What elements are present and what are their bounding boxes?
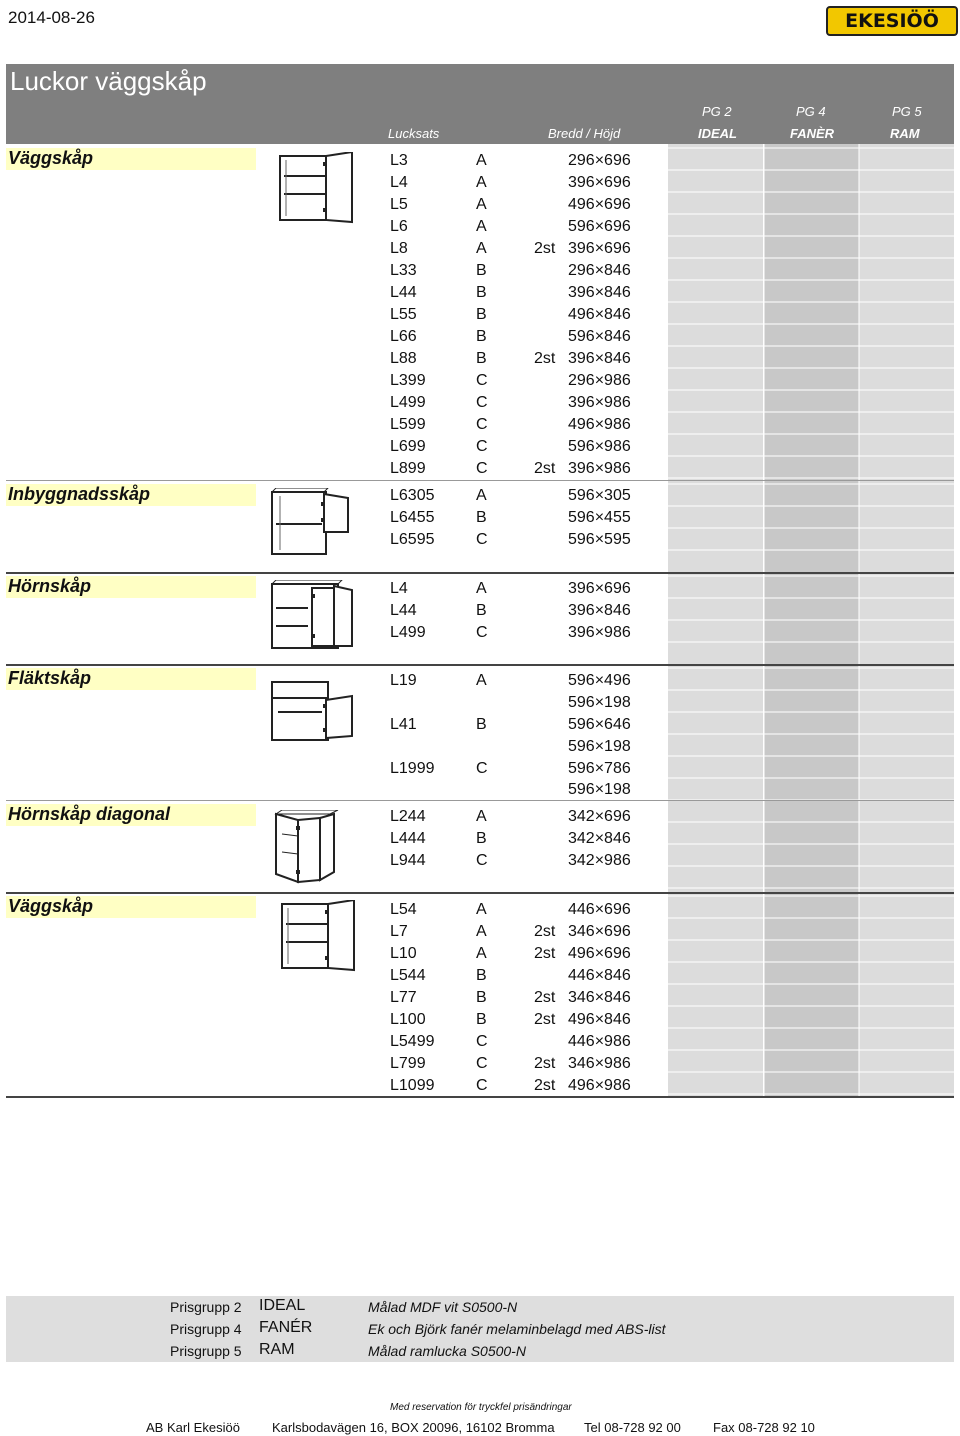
category-flaktskap bbox=[6, 668, 256, 690]
door-size-class: A bbox=[476, 901, 487, 918]
footer-fax: Fax 08-728 92 10 bbox=[713, 1420, 815, 1435]
door-dimensions: 396×986 bbox=[568, 460, 631, 477]
door-size-class: B bbox=[476, 716, 487, 733]
door-size-class: A bbox=[476, 487, 487, 504]
table-row bbox=[260, 370, 668, 392]
door-quantity: 2st bbox=[534, 350, 556, 367]
header-faner: FANÈR bbox=[790, 126, 835, 141]
section-divider bbox=[6, 664, 954, 666]
door-dimensions: 596×986 bbox=[568, 438, 631, 455]
door-code: L3 bbox=[390, 152, 408, 169]
table-row bbox=[260, 600, 668, 622]
door-dimensions: 346×696 bbox=[568, 923, 631, 940]
door-code: L244 bbox=[390, 808, 426, 825]
door-dimensions: 396×696 bbox=[568, 174, 631, 191]
door-dimensions: 396×846 bbox=[568, 602, 631, 619]
door-size-class: C bbox=[476, 1077, 488, 1094]
section-divider bbox=[6, 892, 954, 894]
table-row bbox=[260, 965, 668, 987]
door-size-class: B bbox=[476, 262, 487, 279]
door-dimensions: 596×455 bbox=[568, 509, 631, 526]
legend-name: IDEAL bbox=[259, 1297, 306, 1314]
category-vaggskap-2 bbox=[6, 896, 256, 918]
door-quantity: 2st bbox=[534, 923, 556, 940]
ekesioo-logo bbox=[826, 6, 958, 36]
door-size-class: A bbox=[476, 945, 487, 962]
door-code: L399 bbox=[390, 372, 426, 389]
header-ideal: IDEAL bbox=[698, 126, 737, 141]
door-dimensions: 496×696 bbox=[568, 196, 631, 213]
door-dimensions: 346×846 bbox=[568, 989, 631, 1006]
category-label: Hörnskåp diagonal bbox=[8, 804, 171, 824]
door-dimensions: 296×696 bbox=[568, 152, 631, 169]
door-dimensions: 596×305 bbox=[568, 487, 631, 504]
footer-address: Karlsbodavägen 16, BOX 20096, 16102 Bromma bbox=[272, 1420, 555, 1435]
door-size-class: A bbox=[476, 152, 487, 169]
legend-group: Prisgrupp 5 bbox=[170, 1343, 242, 1359]
door-code: L4 bbox=[390, 174, 408, 191]
door-code: L6455 bbox=[390, 509, 435, 526]
table-row bbox=[260, 282, 668, 304]
door-code: L6305 bbox=[390, 487, 435, 504]
legend-desc: Ek och Björk fanér melaminbelagd med ABS-list bbox=[368, 1321, 666, 1337]
door-dimensions: 596×198 bbox=[568, 781, 631, 798]
table-row bbox=[260, 458, 668, 480]
header-pg4: PG 4 bbox=[796, 104, 826, 119]
price-group-legend bbox=[6, 1296, 954, 1362]
table-row bbox=[260, 987, 668, 1009]
door-size-class: B bbox=[476, 328, 487, 345]
table-row bbox=[260, 485, 668, 507]
door-dimensions: 346×986 bbox=[568, 1055, 631, 1072]
door-size-class: C bbox=[476, 394, 488, 411]
door-dimensions: 496×986 bbox=[568, 1077, 631, 1094]
legend-desc: Målad MDF vit S0500-N bbox=[368, 1299, 518, 1315]
door-size-class: A bbox=[476, 808, 487, 825]
table-row bbox=[260, 1075, 668, 1097]
door-quantity: 2st bbox=[534, 240, 556, 257]
document-date: 2014-08-26 bbox=[8, 8, 95, 27]
footer-tel: Tel 08-728 92 00 bbox=[584, 1420, 681, 1435]
door-code: L5499 bbox=[390, 1033, 435, 1050]
door-code: L7 bbox=[390, 923, 408, 940]
legend-row bbox=[6, 1296, 954, 1318]
header-ram: RAM bbox=[890, 126, 920, 141]
door-size-class: B bbox=[476, 967, 487, 984]
table-row bbox=[260, 414, 668, 436]
door-dimensions: 342×696 bbox=[568, 808, 631, 825]
table-row bbox=[260, 714, 668, 736]
door-dimensions: 396×696 bbox=[568, 580, 631, 597]
door-code: L444 bbox=[390, 830, 426, 847]
table-row bbox=[260, 304, 668, 326]
table-row bbox=[260, 850, 668, 872]
logo-text: EKESIÖÖ bbox=[845, 10, 939, 32]
door-code: L6595 bbox=[390, 531, 435, 548]
section-divider bbox=[6, 480, 954, 481]
door-dimensions: 596×198 bbox=[568, 694, 631, 711]
door-code: L799 bbox=[390, 1055, 426, 1072]
table-row bbox=[260, 921, 668, 943]
door-code: L944 bbox=[390, 852, 426, 869]
table-row bbox=[260, 392, 668, 414]
table-row bbox=[260, 578, 668, 600]
door-size-class: C bbox=[476, 372, 488, 389]
legend-name: RAM bbox=[259, 1341, 295, 1358]
legend-name: FANÉR bbox=[259, 1319, 313, 1336]
door-code: L699 bbox=[390, 438, 426, 455]
header-bredd-hojd: Bredd / Höjd bbox=[548, 126, 621, 141]
door-code: L44 bbox=[390, 284, 417, 301]
door-code: L77 bbox=[390, 989, 417, 1006]
door-size-class: A bbox=[476, 218, 487, 235]
door-dimensions: 396×696 bbox=[568, 240, 631, 257]
door-dimensions: 496×696 bbox=[568, 945, 631, 962]
category-label: Inbyggnadsskåp bbox=[8, 484, 151, 504]
door-dimensions: 446×696 bbox=[568, 901, 631, 918]
door-code: L499 bbox=[390, 394, 426, 411]
door-code: L1999 bbox=[390, 760, 435, 777]
door-size-class: A bbox=[476, 580, 487, 597]
door-size-class: B bbox=[476, 602, 487, 619]
door-code: L8 bbox=[390, 240, 408, 257]
door-code: L4 bbox=[390, 580, 408, 597]
footer-company: AB Karl Ekesiöö bbox=[146, 1420, 240, 1435]
door-dimensions: 342×846 bbox=[568, 830, 631, 847]
door-dimensions: 596×496 bbox=[568, 672, 631, 689]
legend-row bbox=[6, 1340, 954, 1362]
table-row bbox=[260, 622, 668, 644]
door-quantity: 2st bbox=[534, 1055, 556, 1072]
legend-group: Prisgrupp 2 bbox=[170, 1299, 242, 1315]
table-row bbox=[260, 1053, 668, 1075]
door-code: L499 bbox=[390, 624, 426, 641]
category-hornskap bbox=[6, 576, 256, 598]
door-size-class: C bbox=[476, 624, 488, 641]
door-code: L1099 bbox=[390, 1077, 435, 1094]
table-row bbox=[260, 736, 668, 758]
door-dimensions: 446×986 bbox=[568, 1033, 631, 1050]
door-dimensions: 596×846 bbox=[568, 328, 631, 345]
door-size-class: B bbox=[476, 350, 487, 367]
table-row bbox=[260, 238, 668, 260]
door-size-class: C bbox=[476, 460, 488, 477]
door-code: L599 bbox=[390, 416, 426, 433]
door-size-class: C bbox=[476, 760, 488, 777]
category-vaggskap bbox=[6, 148, 256, 170]
door-code: L5 bbox=[390, 196, 408, 213]
door-code: L899 bbox=[390, 460, 426, 477]
table-row bbox=[260, 507, 668, 529]
door-dimensions: 396×846 bbox=[568, 350, 631, 367]
door-dimensions: 596×696 bbox=[568, 218, 631, 235]
door-size-class: B bbox=[476, 989, 487, 1006]
door-size-class: A bbox=[476, 196, 487, 213]
table-row bbox=[260, 436, 668, 458]
door-code: L544 bbox=[390, 967, 426, 984]
table-row bbox=[260, 670, 668, 692]
table-row bbox=[260, 758, 668, 780]
table-row bbox=[260, 1009, 668, 1031]
door-size-class: B bbox=[476, 509, 487, 526]
door-size-class: C bbox=[476, 531, 488, 548]
table-row bbox=[260, 692, 668, 714]
door-size-class: A bbox=[476, 672, 487, 689]
door-dimensions: 596×786 bbox=[568, 760, 631, 777]
door-dimensions: 296×846 bbox=[568, 262, 631, 279]
door-size-class: B bbox=[476, 830, 487, 847]
door-dimensions: 496×846 bbox=[568, 306, 631, 323]
door-size-class: A bbox=[476, 923, 487, 940]
door-size-class: C bbox=[476, 438, 488, 455]
table-row bbox=[260, 1031, 668, 1053]
table-row bbox=[260, 194, 668, 216]
legend-group: Prisgrupp 4 bbox=[170, 1321, 242, 1337]
section-divider bbox=[6, 572, 954, 574]
header-pg2: PG 2 bbox=[702, 104, 732, 119]
table-row bbox=[260, 828, 668, 850]
door-dimensions: 496×846 bbox=[568, 1011, 631, 1028]
category-inbyggnadsskap bbox=[6, 484, 256, 506]
door-code: L6 bbox=[390, 218, 408, 235]
table-row bbox=[260, 326, 668, 348]
page-title: Luckor väggskåp bbox=[10, 66, 207, 96]
table-row bbox=[260, 260, 668, 282]
price-grid bbox=[668, 144, 954, 1096]
footnote: Med reservation för tryckfel prisändringar bbox=[390, 1402, 572, 1413]
door-quantity: 2st bbox=[534, 460, 556, 477]
table-row bbox=[260, 348, 668, 370]
door-code: L54 bbox=[390, 901, 417, 918]
door-code: L100 bbox=[390, 1011, 426, 1028]
table-row bbox=[260, 172, 668, 194]
door-quantity: 2st bbox=[534, 1077, 556, 1094]
table-row bbox=[260, 779, 668, 801]
door-quantity: 2st bbox=[534, 945, 556, 962]
door-code: L19 bbox=[390, 672, 417, 689]
door-code: L88 bbox=[390, 350, 417, 367]
table-row bbox=[260, 806, 668, 828]
header-lucksats: Lucksats bbox=[388, 126, 440, 141]
table-row bbox=[260, 150, 668, 172]
legend-row bbox=[6, 1318, 954, 1340]
category-label: Väggskåp bbox=[8, 148, 94, 168]
door-code: L10 bbox=[390, 945, 417, 962]
door-size-class: A bbox=[476, 174, 487, 191]
door-quantity: 2st bbox=[534, 1011, 556, 1028]
category-label: Fläktskåp bbox=[8, 668, 92, 688]
door-quantity: 2st bbox=[534, 989, 556, 1006]
door-dimensions: 596×198 bbox=[568, 738, 631, 755]
table-row bbox=[260, 899, 668, 921]
door-code: L66 bbox=[390, 328, 417, 345]
door-size-class: C bbox=[476, 416, 488, 433]
category-label: Hörnskåp bbox=[8, 576, 92, 596]
door-code: L55 bbox=[390, 306, 417, 323]
door-dimensions: 396×986 bbox=[568, 394, 631, 411]
table-row bbox=[260, 943, 668, 965]
door-size-class: A bbox=[476, 240, 487, 257]
door-dimensions: 342×986 bbox=[568, 852, 631, 869]
door-dimensions: 396×846 bbox=[568, 284, 631, 301]
door-dimensions: 596×646 bbox=[568, 716, 631, 733]
door-size-class: C bbox=[476, 1033, 488, 1050]
door-size-class: B bbox=[476, 306, 487, 323]
door-dimensions: 496×986 bbox=[568, 416, 631, 433]
door-code: L33 bbox=[390, 262, 417, 279]
door-code: L44 bbox=[390, 602, 417, 619]
door-code: L41 bbox=[390, 716, 417, 733]
door-dimensions: 596×595 bbox=[568, 531, 631, 548]
table-row bbox=[260, 216, 668, 238]
door-dimensions: 446×846 bbox=[568, 967, 631, 984]
table-row bbox=[260, 529, 668, 551]
door-size-class: C bbox=[476, 852, 488, 869]
door-size-class: B bbox=[476, 1011, 487, 1028]
header-pg5: PG 5 bbox=[892, 104, 922, 119]
category-label: Väggskåp bbox=[8, 896, 94, 916]
door-dimensions: 396×986 bbox=[568, 624, 631, 641]
door-size-class: B bbox=[476, 284, 487, 301]
category-hornskap-diagonal bbox=[6, 804, 256, 826]
door-size-class: C bbox=[476, 1055, 488, 1072]
legend-desc: Målad ramlucka S0500-N bbox=[368, 1343, 526, 1359]
door-dimensions: 296×986 bbox=[568, 372, 631, 389]
